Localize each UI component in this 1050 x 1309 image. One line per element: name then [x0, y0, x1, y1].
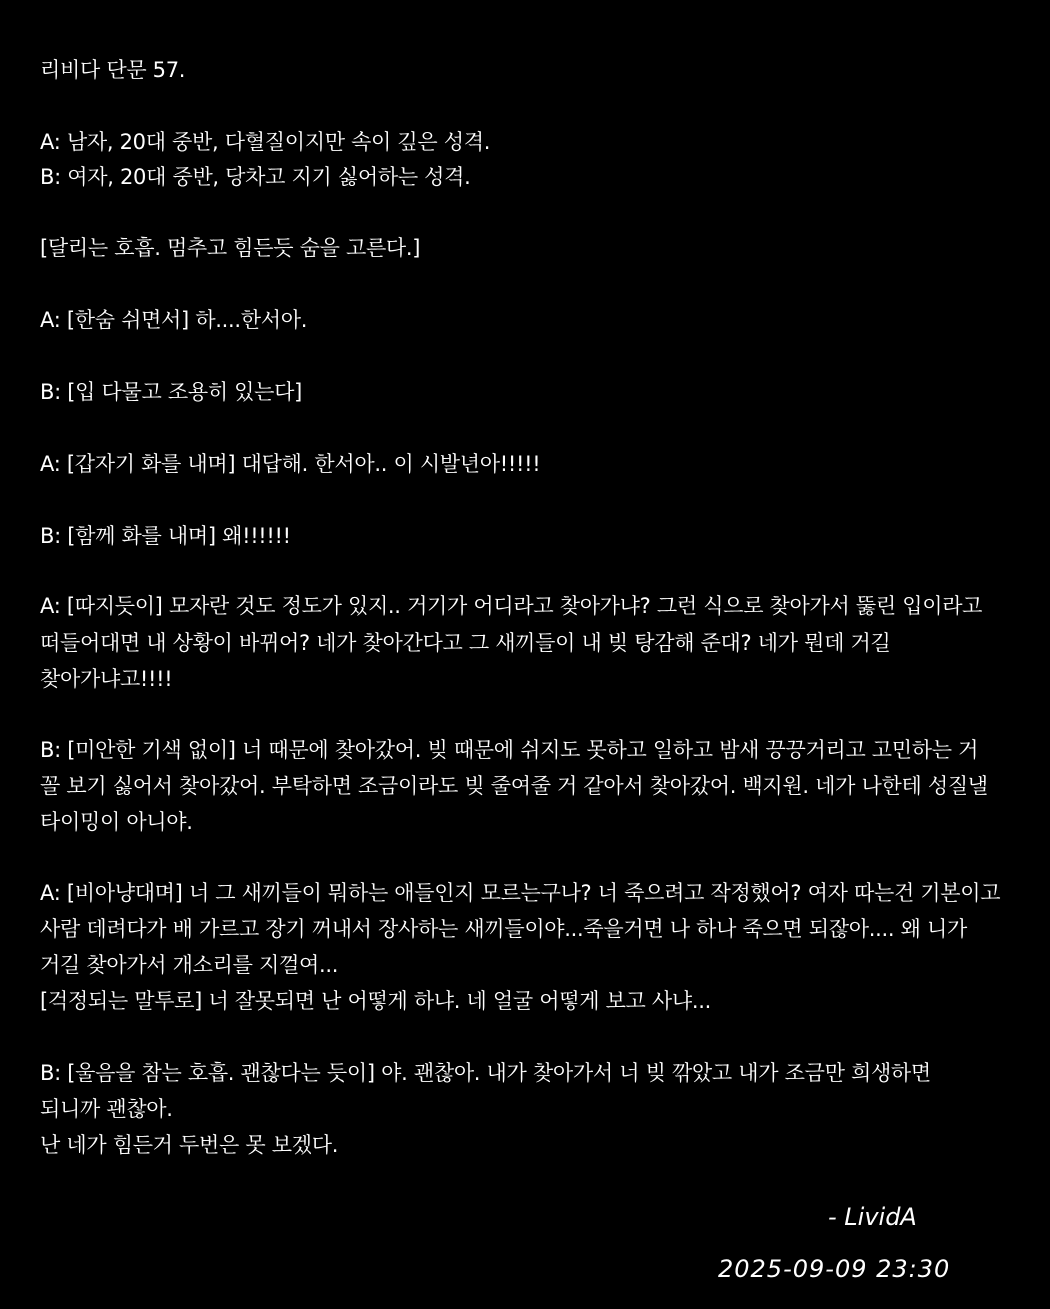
- dialogue-line: 사람 데려다가 배 가르고 장기 꺼내서 장사하는 새끼들이야...죽을거면 나 하나 죽으면 되잖아.... 왜 니가: [40, 917, 967, 941]
- dialogue-line: B: [함께 화를 내며] 왜!!!!!!: [40, 524, 291, 548]
- dialogue-line: [걱정되는 말투로] 너 잘못되면 난 어떻게 하냐. 네 얼굴 어떻게 보고 사냐...: [40, 989, 712, 1013]
- dialogue-line: 꼴 보기 싫어서 찾아갔어. 부탁하면 조금이라도 빚 줄여줄 거 같아서 찾아갔어. 백지원. 네가 나한테 성질낼: [40, 774, 988, 798]
- dialogue-line: A: [한숨 쉬면서] 하....한서아.: [40, 308, 308, 332]
- dialogue-line: 난 네가 힘든거 두번은 못 보겠다.: [40, 1133, 339, 1157]
- dialogue-line: 찾아가냐고!!!!: [40, 667, 173, 691]
- dialogue-line: 떠들어대면 내 상황이 바뀌어? 네가 찾아간다고 그 새끼들이 내 빚 탕감해 준대? 네가 뭔데 거길: [40, 631, 891, 655]
- dialogue-line: A: [갑자기 화를 내며] 대답해. 한서아.. 이 시발년아!!!!!: [40, 452, 541, 476]
- dialogue-line: 거길 찾아가서 개소리를 지껄여...: [40, 953, 339, 977]
- dialogue-line: B: [미안한 기색 없이] 너 때문에 찾아갔어. 빚 때문에 쉬지도 못하고 일하고 밤새 끙끙거리고 고민하는 거: [40, 738, 979, 762]
- dialogue-line: 되니까 괜찮아.: [40, 1097, 173, 1121]
- dialogue-line: 타이밍이 아니야.: [40, 810, 193, 834]
- dialogue-line: A: [따지듯이] 모자란 것도 정도가 있지.. 거기가 어디라고 찾아가냐? 그런 식으로 찾아가서 뚫린 입이라고: [40, 594, 983, 618]
- document-title: 리비다 단문 57.: [40, 58, 186, 82]
- stage-direction: [달리는 호흡. 멈추고 힘든듯 숨을 고른다.]: [40, 236, 421, 260]
- author-signature: - LividA: [828, 1203, 917, 1231]
- dialogue-line: A: [비아냥대며] 너 그 새끼들이 뭐하는 애들인지 모르는구나? 너 죽으려고 작정했어? 여자 따는건 기본이고: [40, 881, 1001, 905]
- character-b-description: B: 여자, 20대 중반, 당차고 지기 싫어하는 성격.: [40, 165, 471, 189]
- dialogue-line: B: [입 다물고 조용히 있는다]: [40, 380, 303, 404]
- dialogue-line: B: [울음을 참는 호흡. 괜찮다는 듯이] 야. 괜찮아. 내가 찾아가서 너 빚 깎았고 내가 조금만 희생하면: [40, 1061, 931, 1085]
- character-a-description: A: 남자, 20대 중반, 다혈질이지만 속이 깊은 성격.: [40, 130, 491, 154]
- timestamp: 2025-09-09 23:30: [718, 1255, 951, 1283]
